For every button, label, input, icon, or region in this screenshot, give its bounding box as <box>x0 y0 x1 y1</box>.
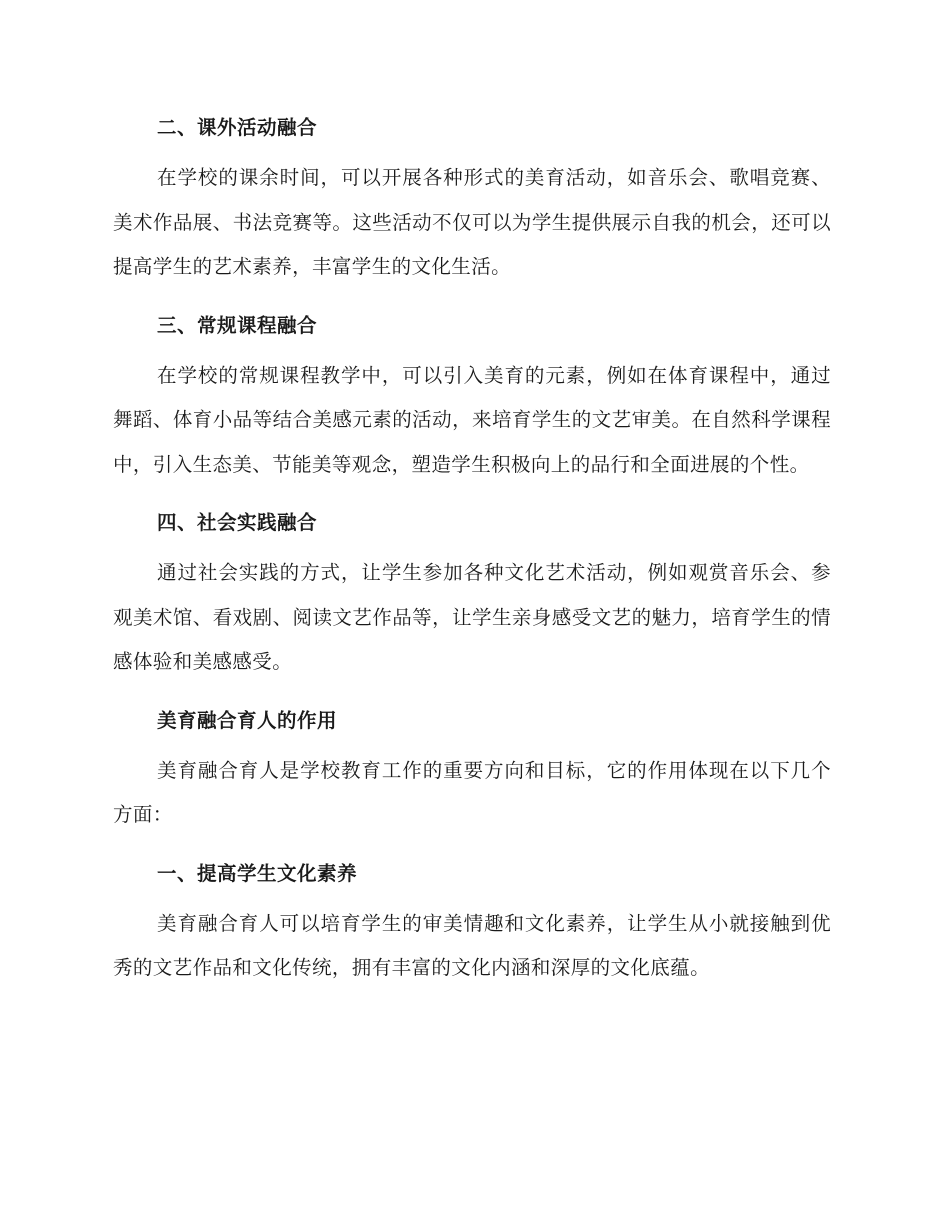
paragraph-cultural-literacy: 美育融合育人可以培育学生的审美情趣和文化素养，让学生从小就接触到优秀的文艺作品和文化传统，拥有丰富的文化内涵和深厚的文化底蕴。 <box>113 911 831 979</box>
section-heading-cultural-literacy: 一、提高学生文化素养 <box>157 861 358 885</box>
section-heading-role: 美育融合育人的作用 <box>157 708 338 732</box>
section-heading-extracurricular: 二、课外活动融合 <box>157 116 318 139</box>
document-body <box>113 106 831 991</box>
section-heading-social-practice: 四、社会实践融合 <box>157 511 318 534</box>
paragraph-social-practice: 通过社会实践的方式，让学生参加各种文化艺术活动，例如观赏音乐会、参观美术馆、看戏剧、阅读文艺作品等，让学生亲身感受文艺的魅力，培育学生的情感体验和美感感受。 <box>113 561 831 673</box>
paragraph-role: 美育融合育人是学校教育工作的重要方向和目标，它的作用体现在以下几个方面： <box>113 758 831 826</box>
paragraph-regular-courses: 在学校的常规课程教学中，可以引入美育的元素，例如在体育课程中，通过舞蹈、体育小品等结合美感元素的活动，来培育学生的文艺审美。在自然科学课程中，引入生态美、节能美等观念，塑造学生积极向上的品行和全面进展的个性。 <box>113 363 831 476</box>
paragraph-extracurricular: 在学校的课余时间，可以开展各种形式的美育活动，如音乐会、歌唱竞赛、美术作品展、书法竞赛等。这些活动不仅可以为学生提供展示自我的机会，还可以提高学生的艺术素养，丰富学生的文化生活。 <box>113 166 831 278</box>
section-heading-regular-courses: 三、常规课程融合 <box>157 313 318 337</box>
